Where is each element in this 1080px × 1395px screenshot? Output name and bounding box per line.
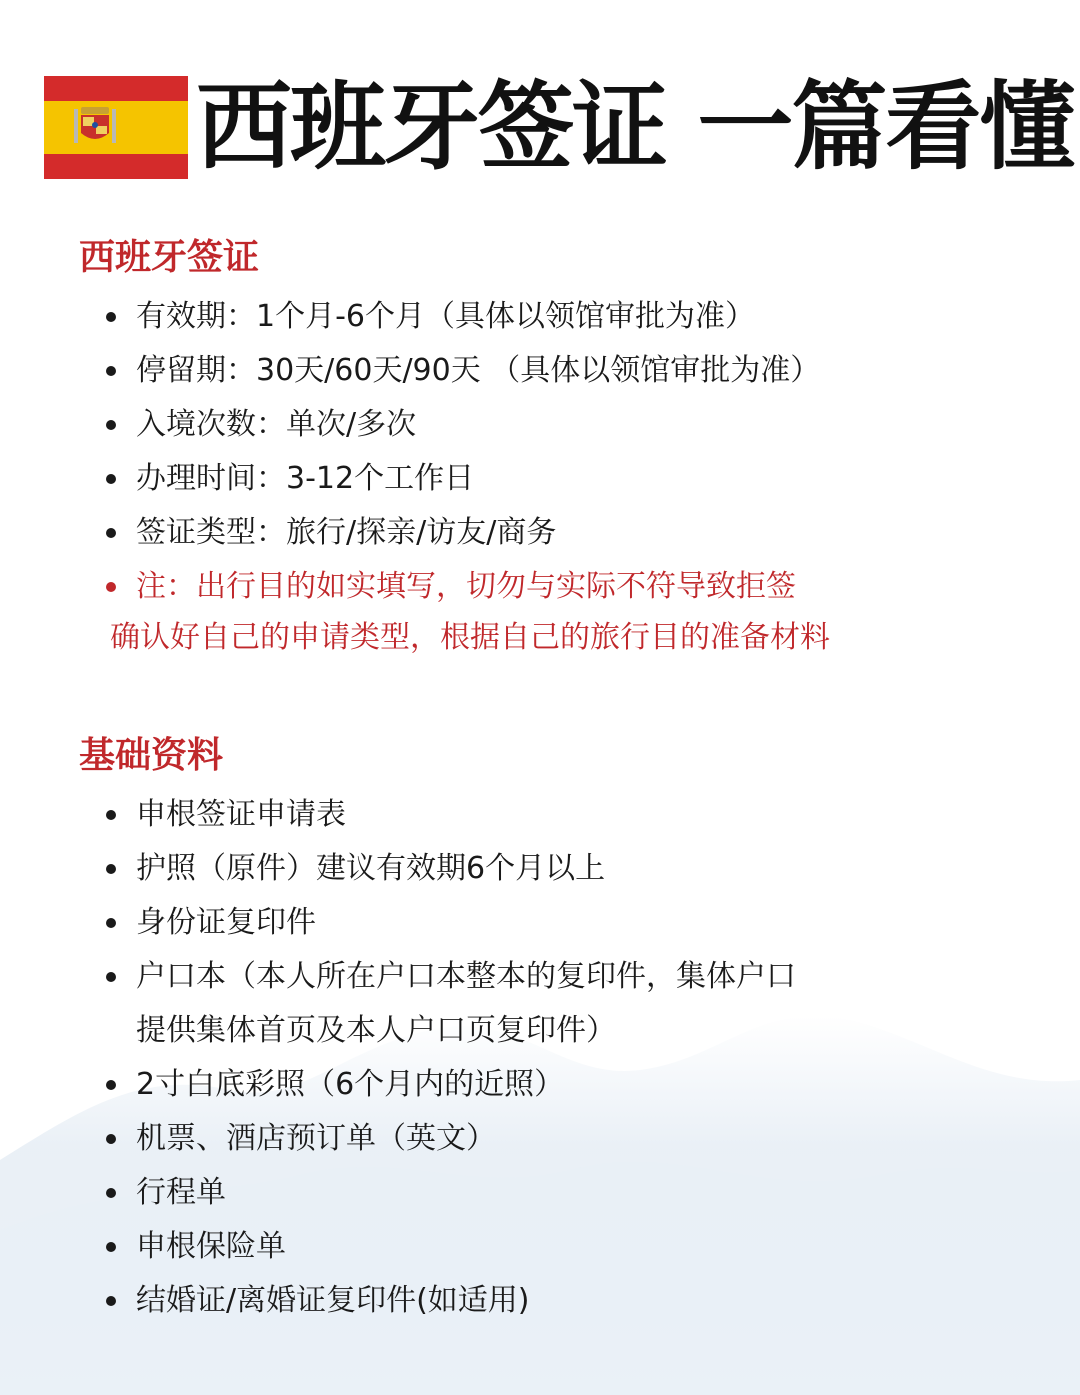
list-item: 申根保险单 (106, 1220, 796, 1274)
bullet-icon (106, 1296, 116, 1306)
materials-list (106, 788, 796, 1328)
bullet-icon (106, 474, 116, 484)
bullet-icon (106, 864, 116, 874)
bullet-icon (106, 1080, 116, 1090)
list-item: 申根签证申请表 (106, 788, 796, 842)
list-item: 签证类型：旅行/探亲/访友/商务 (106, 506, 820, 560)
list-item: 机票、酒店预订单（英文） (106, 1112, 796, 1166)
spain-flag-icon (44, 76, 188, 179)
bullet-icon (106, 366, 116, 376)
list-item: 办理时间：3-12个工作日 (106, 452, 820, 506)
list-item: 入境次数：单次/多次 (106, 398, 820, 452)
visa-section-heading: 西班牙签证 (79, 237, 260, 278)
bullet-icon (106, 312, 116, 322)
bullet-icon (106, 528, 116, 538)
list-item: 行程单 (106, 1166, 796, 1220)
page-title: 西班牙签证 一篇看懂 (196, 71, 1074, 183)
note-item: 注：出行目的如实填写，切勿与实际不符导致拒签 (106, 560, 820, 614)
bullet-icon (106, 1134, 116, 1144)
bullet-icon (106, 918, 116, 928)
materials-section-heading: 基础资料 (79, 735, 224, 776)
list-item: 身份证复印件 (106, 896, 796, 950)
bullet-icon (106, 972, 116, 982)
note-continuation: 确认好自己的申请类型，根据自己的旅行目的准备材料 (110, 620, 830, 655)
list-item: 护照（原件）建议有效期6个月以上 (106, 842, 796, 896)
list-item: 停留期：30天/60天/90天 （具体以领馆审批为准） (106, 344, 820, 398)
visa-info-list (106, 290, 820, 614)
list-item: 有效期：1个月-6个月（具体以领馆审批为准） (106, 290, 820, 344)
list-item: 户口本（本人所在户口本整本的复印件，集体户口 提供集体首页及本人户口页复印件） (106, 950, 796, 1058)
list-item: 2寸白底彩照（6个月内的近照） (106, 1058, 796, 1112)
list-item: 结婚证/离婚证复印件(如适用) (106, 1274, 796, 1328)
bullet-icon (106, 582, 116, 592)
bullet-icon (106, 1188, 116, 1198)
bullet-icon (106, 810, 116, 820)
bullet-icon (106, 1242, 116, 1252)
bullet-icon (106, 420, 116, 430)
title-header (44, 71, 1074, 183)
